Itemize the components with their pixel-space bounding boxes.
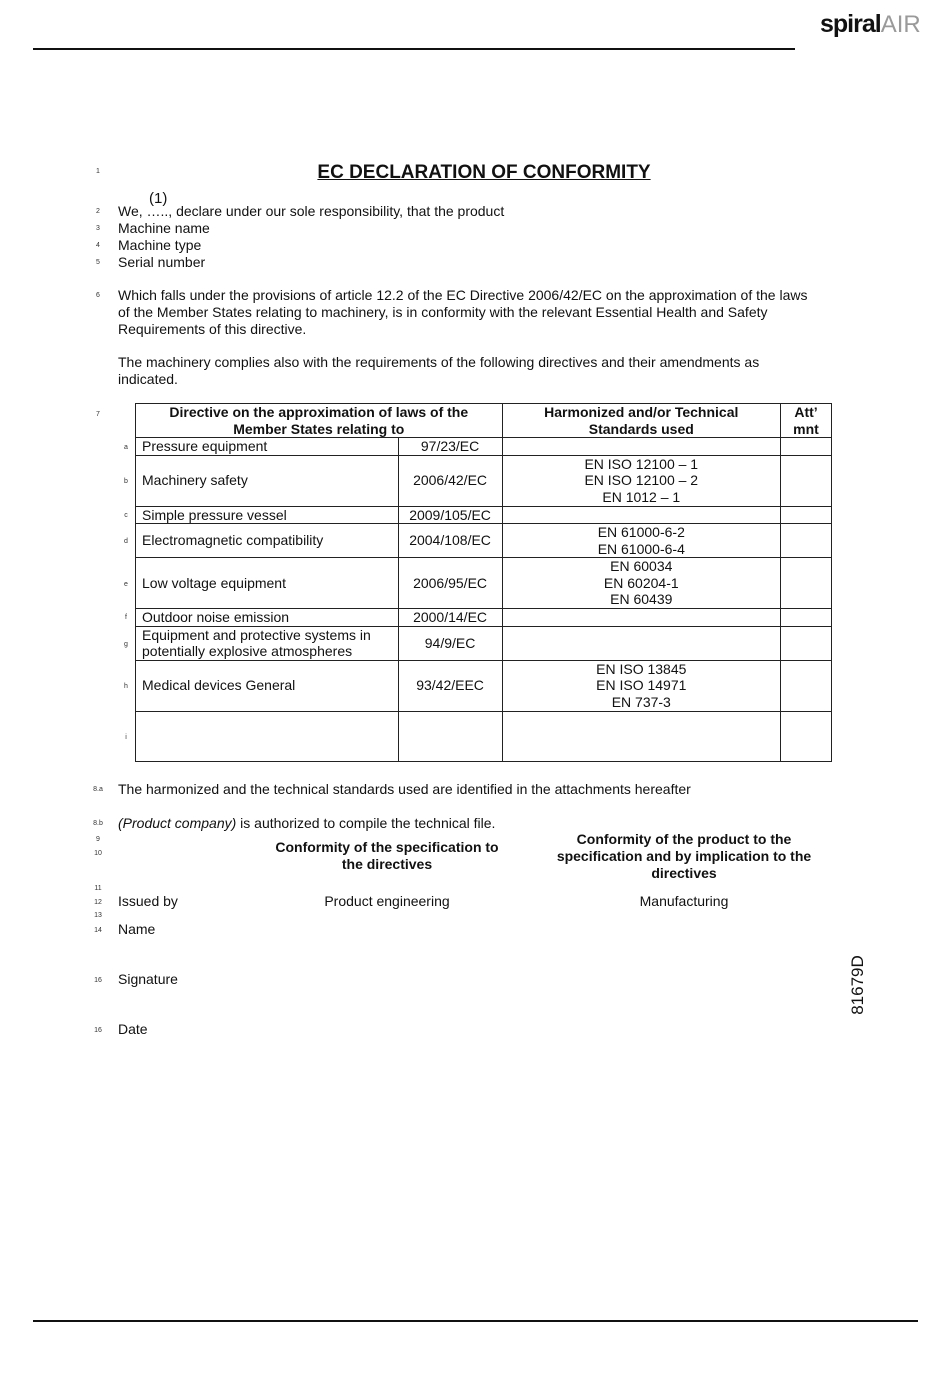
table-row [136, 506, 832, 524]
table-row [136, 626, 832, 660]
issued-by-manufacturing: Manufacturing [639, 893, 729, 909]
issued-by-label: Issued by [118, 893, 178, 909]
machine-name-label: Machine name [118, 220, 210, 236]
header-standards: Harmonized and/or Technical Standards used [502, 404, 780, 438]
page-title: EC DECLARATION OF CONFORMITY [317, 162, 651, 183]
standards-cell [502, 438, 780, 456]
row-label-g: g [124, 641, 128, 648]
directives-table [135, 403, 832, 762]
directive-cell: Simple pressure vessel [136, 506, 399, 524]
code-cell: 93/42/EEC [398, 660, 502, 711]
directive-cell: Medical devices General [136, 660, 399, 711]
attachment-cell [781, 711, 832, 761]
line-number-16: 16 [94, 1027, 102, 1034]
code-cell: 94/9/EC [398, 626, 502, 660]
table-row [136, 660, 832, 711]
standards-cell [502, 506, 780, 524]
technical-file-note [118, 815, 495, 832]
directive-cell: Outdoor noise emission [136, 609, 399, 627]
line-number-7: 7 [96, 411, 100, 418]
attachment-cell [781, 455, 832, 506]
code-cell: 2009/105/EC [398, 506, 502, 524]
row-label-f: f [125, 614, 127, 621]
code-cell: 2006/42/EC [398, 455, 502, 506]
code-cell [398, 711, 502, 761]
row-label-i: i [125, 734, 127, 741]
attachment-cell [781, 660, 832, 711]
line-number-10: 10 [94, 850, 102, 857]
row-label-a: a [124, 444, 128, 451]
product-company-placeholder: (Product company) [118, 815, 237, 831]
standards-note: The harmonized and the technical standards used are identified in the attachments hereafter [118, 781, 691, 797]
logo-main: spiral [820, 10, 881, 38]
line-number-3: 3 [96, 225, 100, 232]
directive-cell: Machinery safety [136, 455, 399, 506]
logo-suffix: AIR [880, 11, 921, 38]
line-number-11: 11 [94, 885, 102, 892]
line-number-9: 9 [96, 836, 100, 843]
declaration-statement: We, ….., declare under our sole responsibility, that the product [118, 203, 505, 219]
table-row [136, 711, 832, 761]
row-label-e: e [124, 581, 128, 588]
row-label-c: c [124, 512, 128, 519]
standards-cell [502, 711, 780, 761]
line-number-4: 4 [96, 242, 100, 249]
machine-type-label: Machine type [118, 237, 202, 253]
spec-conformity-heading: Conformity of the specification to the directives [275, 839, 499, 872]
attachment-cell [781, 558, 832, 609]
directive-paragraph: Which falls under the provisions of article 12.2 of the EC Directive 2006/42/EC on the approximation of the laws of the Member States relating to machinery, is in conformity with the relevant Essential Health and Safety Requirements of this directive. [118, 287, 808, 337]
directive-cell: Low voltage equipment [136, 558, 399, 609]
code-cell: 97/23/EC [398, 438, 502, 456]
signature-label: Signature [118, 971, 178, 987]
code-cell: 2006/95/EC [398, 558, 502, 609]
code-cell: 2000/14/EC [398, 609, 502, 627]
header-rule [33, 48, 795, 50]
attachment-cell [781, 524, 832, 558]
directive-cell [136, 711, 399, 761]
product-conformity-heading: Conformity of the product to the specification and by implication to the directives [556, 831, 812, 881]
standards-cell: EN 60034 EN 60204-1 EN 60439 [502, 558, 780, 609]
directive-cell: Pressure equipment [136, 438, 399, 456]
attachment-cell [781, 609, 832, 627]
line-number-8b: 8.b [93, 820, 103, 827]
line-number-13: 13 [94, 912, 102, 919]
brand-logo [820, 10, 921, 39]
footnote-marker: (1) [149, 190, 168, 207]
line-number-14: 14 [94, 927, 102, 934]
attachment-cell [781, 626, 832, 660]
line-number-15: 16 [94, 977, 102, 984]
line-number-6: 6 [96, 292, 100, 299]
row-label-d: d [124, 538, 128, 545]
standards-cell [502, 626, 780, 660]
issued-by-engineering: Product engineering [324, 893, 450, 909]
line-number-1: 1 [96, 168, 100, 175]
standards-cell: EN 61000-6-2 EN 61000-6-4 [502, 524, 780, 558]
table-row [136, 524, 832, 558]
header-attachment: Att’ mnt [781, 404, 832, 438]
standards-cell [502, 609, 780, 627]
line-number-2: 2 [96, 208, 100, 215]
serial-number-label: Serial number [118, 254, 206, 270]
standards-cell: EN ISO 12100 – 1 EN ISO 12100 – 2 EN 1012 – 1 [502, 455, 780, 506]
attachment-cell [781, 506, 832, 524]
directive-cell: Electromagnetic compatibility [136, 524, 399, 558]
row-label-h: h [124, 683, 128, 690]
table-header-row [136, 404, 832, 438]
date-label: Date [118, 1021, 148, 1037]
name-label: Name [118, 921, 156, 937]
directive-cell: Equipment and protective systems in potentially explosive atmospheres [136, 626, 399, 660]
table-row [136, 455, 832, 506]
line-number-5: 5 [96, 259, 100, 266]
table-row [136, 609, 832, 627]
row-label-b: b [124, 478, 128, 485]
line-number-12: 12 [94, 899, 102, 906]
compliance-paragraph: The machinery complies also with the requirements of the following directives and their amendments as indicated. [118, 354, 760, 387]
header-directive: Directive on the approximation of laws of the Member States relating to [136, 404, 503, 438]
document-code: 81679D [848, 955, 867, 1015]
line-number-8a: 8.a [93, 786, 103, 793]
table-row [136, 438, 832, 456]
code-cell: 2004/108/EC [398, 524, 502, 558]
attachment-cell [781, 438, 832, 456]
standards-cell: EN ISO 13845 EN ISO 14971 EN 737-3 [502, 660, 780, 711]
technical-file-text: is authorized to compile the technical file. [236, 815, 496, 831]
footer-rule [33, 1320, 918, 1322]
table-row [136, 558, 832, 609]
